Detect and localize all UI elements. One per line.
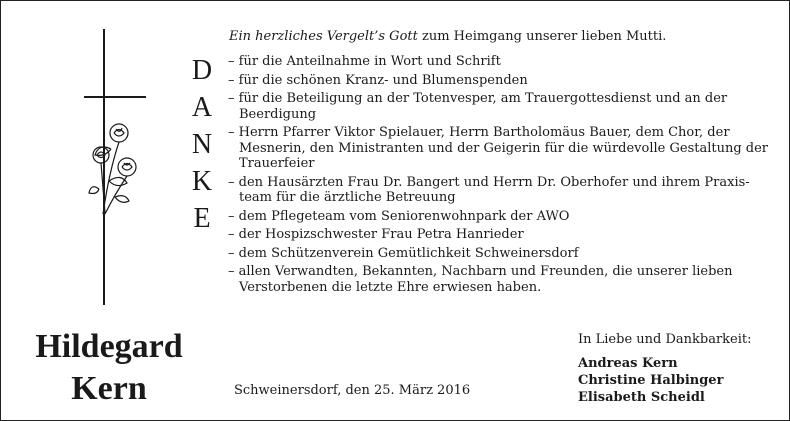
- signatory-name: Elisabeth Scheidl: [578, 390, 705, 405]
- danke-letter: D: [191, 55, 213, 86]
- thanks-list: [228, 54, 773, 298]
- intro-rest: zum Heimgang unserer lieben Mutti.: [417, 29, 667, 44]
- signature-block: [578, 331, 752, 406]
- thanks-item: – den Hausärzten Frau Dr. Bangert und Herrn Dr. Oberhofer und ihrem Praxis-team für die ärztliche Betreuung: [228, 174, 750, 205]
- deceased-name: [19, 326, 199, 410]
- signatory-name: Christine Halbinger: [578, 373, 724, 388]
- signatory-name: Andreas Kern: [578, 356, 678, 371]
- cross-horizontal-beam: [84, 96, 146, 98]
- thanks-item: – für die Beteiligung an der Totenvesper, am Trauergottesdienst und an der Beerdigung: [228, 91, 728, 122]
- danke-letter: K: [191, 166, 213, 197]
- intro-italic: Ein herzliches Vergelt’s Gott: [229, 29, 418, 44]
- deceased-first-name: Hildegard: [35, 328, 183, 365]
- thanks-item: – allen Verwandten, Bekannten, Nachbarn und Freunden, die unserer lieben Verstorbenen die letzte Ehre erwiesen haben.: [228, 264, 733, 295]
- place-date: Schweinersdorf, den 25. März 2016: [234, 383, 471, 398]
- thanks-item: – für die Anteilnahme in Wort und Schrift: [228, 54, 501, 69]
- rose-bouquet-icon: [87, 119, 145, 219]
- thanks-item: – der Hospizschwester Frau Petra Hanrieder: [228, 227, 524, 242]
- thanks-item: – dem Schützenverein Gemütlichkeit Schweinersdorf: [228, 245, 579, 261]
- danke-letter: A: [191, 92, 213, 123]
- thanks-item: – Herrn Pfarrer Viktor Spielauer, Herrn Bartholomäus Bauer, dem Chor, der Mesnerin, den Ministranten und der Geigerin für die würdevolle Gestaltung der Trauerfeier: [228, 125, 769, 171]
- deceased-last-name: Kern: [71, 370, 147, 407]
- thanks-item: – dem Pflegeteam vom Seniorenwohnpark der AWO: [228, 208, 570, 224]
- danke-letter: N: [191, 129, 213, 160]
- intro-line: [229, 29, 666, 44]
- danke-letter: E: [193, 203, 211, 234]
- thanks-item: – für die schönen Kranz- und Blumenspenden: [228, 72, 528, 88]
- danke-vertical-word: [184, 57, 220, 242]
- signature-closing: In Liebe und Dankbarkeit:: [578, 332, 752, 347]
